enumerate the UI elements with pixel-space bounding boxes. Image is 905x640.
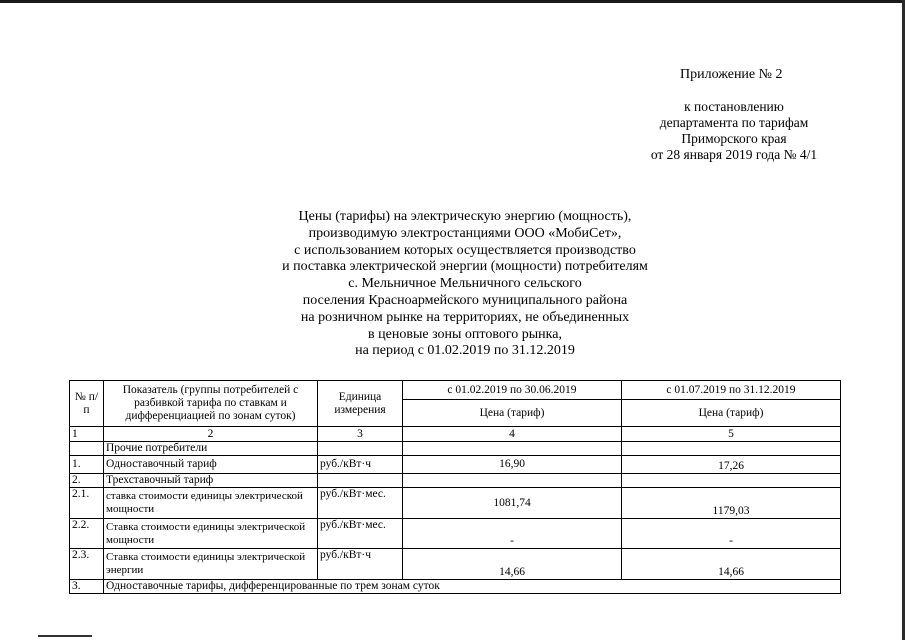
row-unit: руб./кВт·ч [318, 456, 403, 474]
row-value-1: 16,90 [403, 456, 622, 474]
header-price-1: Цена (тариф) [403, 400, 622, 427]
title-line: в ценовые зоны оптового рынка, [368, 326, 562, 342]
row-num: 2.2. [70, 519, 104, 549]
empty-cell [318, 442, 403, 456]
title-line: и поставка электрической энергии (мощности) потребителям [282, 259, 648, 275]
column-number: 2 [104, 427, 318, 442]
column-number-row [70, 427, 841, 442]
row-value-1 [403, 474, 622, 488]
title-line: поселения Красноармейского муниципального района [302, 292, 628, 308]
group-row [70, 442, 841, 456]
row-name: Одноставочный тариф [104, 456, 318, 474]
title-line: Цены (тарифы) на электрическую энергию (мощность), [298, 209, 632, 224]
empty-cell [70, 442, 104, 456]
group-label: Прочие потребители [104, 442, 318, 456]
title-line: с использованием которых осуществляется производство [294, 242, 636, 258]
empty-cell [622, 442, 841, 456]
row-name: Ставка стоимости единицы электрической мощности [104, 519, 318, 549]
column-number: 5 [622, 427, 841, 442]
title-line: с. Мельничное Мельничного сельского [348, 276, 582, 292]
row-unit: руб./кВт·мес. [318, 488, 403, 519]
table-row [70, 488, 841, 519]
row-value-2: 17,26 [622, 456, 841, 474]
row-num: 2.3. [70, 549, 104, 580]
row-unit: руб./кВт·ч [318, 549, 403, 580]
row-name: Трехставочный тариф [104, 474, 318, 488]
table-row [70, 580, 841, 594]
row-unit [318, 474, 403, 488]
column-number: 1 [70, 427, 104, 442]
header-indicator: Показатель (группы потребителей с разбивкой тарифа по ставкам и дифференциацией по зонам суток) [104, 381, 318, 427]
row-value-2: - [622, 519, 841, 549]
row-name: Одноставочные тарифы, дифференцированные по трем зонам суток [104, 580, 841, 594]
row-num: 1. [70, 456, 104, 474]
header-period-1: с 01.02.2019 по 30.06.2019 [403, 381, 622, 400]
table-row [70, 474, 841, 488]
header-period-2: с 01.07.2019 по 31.12.2019 [622, 381, 841, 400]
row-value-2: 14,66 [622, 549, 841, 580]
row-value-1: - [403, 519, 622, 549]
scan-edge-bottom [38, 635, 92, 637]
header-num: № п/п [70, 381, 104, 427]
title-line: на розничном рынке на территориях, не объединенных [300, 309, 630, 325]
table-header-row [70, 381, 841, 400]
row-num: 3. [70, 580, 104, 594]
table-row [70, 456, 841, 474]
title-line: на период с 01.02.2019 по 31.12.2019 [355, 343, 575, 359]
row-value-2: 1179,03 [622, 488, 841, 519]
row-value-2 [622, 474, 841, 488]
document-title [230, 209, 700, 360]
decree-line: от 28 января 2019 года № 4/1 [650, 147, 818, 162]
row-value-1: 14,66 [403, 549, 622, 580]
decree-reference [636, 99, 832, 163]
row-value-1: 1081,74 [403, 488, 622, 519]
decree-line: к постановлению [684, 99, 784, 114]
row-num: 2.1. [70, 488, 104, 519]
column-number: 3 [318, 427, 403, 442]
row-num: 2. [70, 474, 104, 488]
decree-line: департамента по тарифам [659, 115, 809, 130]
decree-line: Приморского края [681, 131, 787, 146]
table-row [70, 519, 841, 549]
empty-cell [403, 442, 622, 456]
header-unit: Единица измерения [318, 381, 403, 427]
row-unit: руб./кВт·мес. [318, 519, 403, 549]
scan-edge-top [0, 0, 905, 3]
table-row [70, 549, 841, 580]
title-line: производимую электростанциями ООО «МобиСет», [308, 225, 622, 241]
column-number: 4 [403, 427, 622, 442]
tariff-table [69, 380, 841, 594]
row-name: Ставка стоимости единицы электрической энергии [104, 549, 318, 580]
appendix-label: Приложение № 2 [680, 67, 783, 82]
row-name: ставка стоимости единицы электрической мощности [104, 488, 318, 519]
header-price-2: Цена (тариф) [622, 400, 841, 427]
